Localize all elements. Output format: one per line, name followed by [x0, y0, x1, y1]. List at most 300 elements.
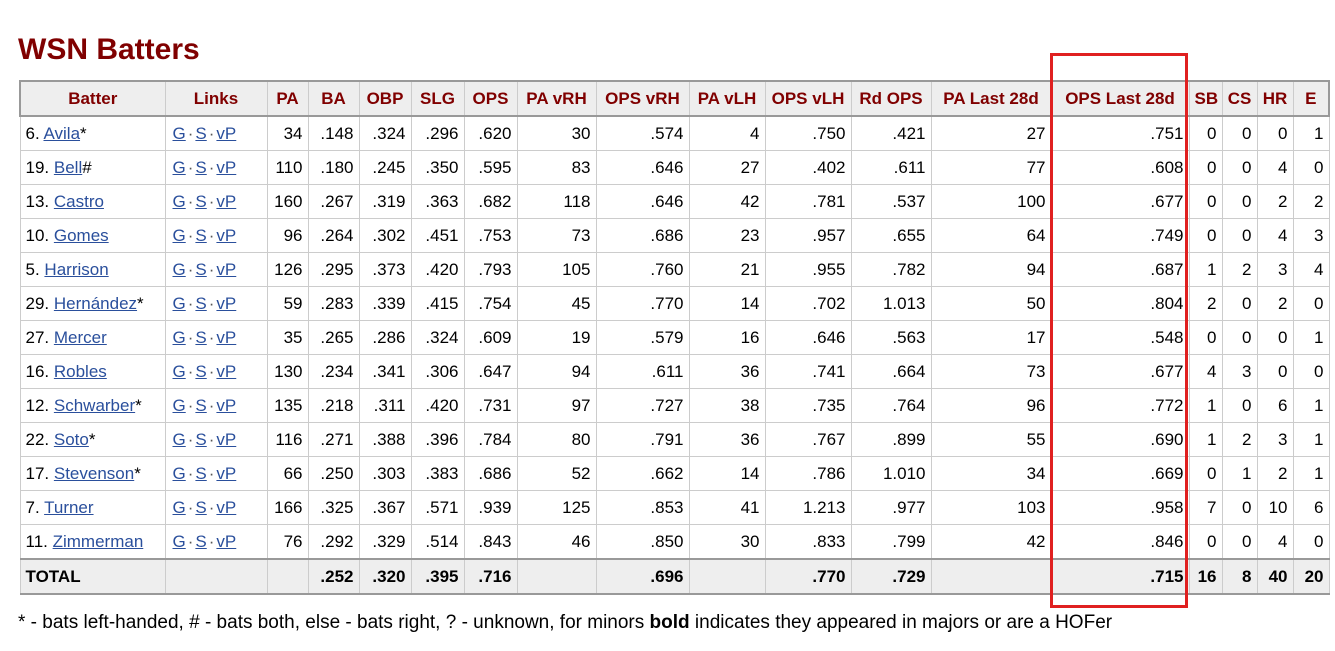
column-header-ops-vrh[interactable]: OPS vRH: [596, 81, 689, 116]
stat-cell-pa: 126: [267, 253, 308, 287]
stat-cell-e: 1: [1293, 389, 1329, 423]
table-row: [20, 423, 1329, 457]
vs-pitcher-link[interactable]: vP: [216, 429, 237, 449]
batter-hand-marker: *: [88, 429, 96, 449]
stat-cell-ba: .295: [308, 253, 359, 287]
stat-cell-obp: .324: [359, 116, 411, 151]
stat-cell-rd-ops: .664: [851, 355, 931, 389]
game-log-link[interactable]: G: [172, 463, 186, 483]
splits-link[interactable]: S: [195, 225, 207, 245]
stat-cell-pa: 166: [267, 491, 308, 525]
links-cell: [165, 253, 267, 287]
batter-number: 11.: [25, 531, 48, 551]
stat-cell-ops-last-28d: .669: [1051, 457, 1189, 491]
stat-cell-cs: 0: [1222, 151, 1257, 185]
stat-cell-pa: 66: [267, 457, 308, 491]
column-header-links[interactable]: Links: [165, 81, 267, 116]
stat-cell-pa-vrh: 52: [517, 457, 596, 491]
stat-cell-ba: .218: [308, 389, 359, 423]
splits-link[interactable]: S: [195, 497, 207, 517]
column-header-ba[interactable]: BA: [308, 81, 359, 116]
stat-cell-pa-last-28d: 34: [931, 457, 1051, 491]
batter-cell: [20, 287, 165, 321]
stat-cell-obp: .367: [359, 491, 411, 525]
table-row: [20, 185, 1329, 219]
stat-cell-pa-last-28d: 27: [931, 116, 1051, 151]
stat-cell-cs: 2: [1222, 423, 1257, 457]
link-separator: ·: [187, 327, 194, 347]
stat-cell-slg: .324: [411, 321, 464, 355]
game-log-link[interactable]: G: [172, 327, 186, 347]
stat-cell-pa-vrh: 19: [517, 321, 596, 355]
stat-cell-slg: .383: [411, 457, 464, 491]
total-cell-ops-vrh: .696: [596, 559, 689, 594]
stat-cell-pa-vrh: 30: [517, 116, 596, 151]
stat-cell-obp: .388: [359, 423, 411, 457]
stat-cell-cs: 0: [1222, 389, 1257, 423]
game-log-link[interactable]: G: [172, 293, 186, 313]
stat-cell-hr: 10: [1257, 491, 1293, 525]
stat-cell-sb: 1: [1189, 389, 1222, 423]
links-cell: [165, 321, 267, 355]
game-log-link[interactable]: G: [172, 191, 186, 211]
stat-cell-pa-vrh: 80: [517, 423, 596, 457]
batter-cell: [20, 151, 165, 185]
link-separator: ·: [187, 225, 194, 245]
batter-name-link[interactable]: Castro: [53, 191, 104, 211]
stat-cell-hr: 2: [1257, 457, 1293, 491]
stat-cell-hr: 3: [1257, 253, 1293, 287]
stat-cell-ops-vlh: .786: [765, 457, 851, 491]
stat-cell-slg: .420: [411, 389, 464, 423]
total-cell-ops-vlh: .770: [765, 559, 851, 594]
stat-cell-ops-vlh: .957: [765, 219, 851, 253]
stat-cell-slg: .415: [411, 287, 464, 321]
batter-number: 7.: [25, 497, 40, 517]
stat-cell-pa-vlh: 4: [689, 116, 765, 151]
links-cell: [165, 116, 267, 151]
stat-cell-pa-vlh: 21: [689, 253, 765, 287]
column-header-pa-vrh[interactable]: PA vRH: [517, 81, 596, 116]
stat-cell-rd-ops: .799: [851, 525, 931, 560]
batter-name-link[interactable]: Harrison: [44, 259, 109, 279]
batter-number: 16.: [25, 361, 50, 381]
game-log-link[interactable]: G: [172, 361, 186, 381]
link-separator: ·: [208, 293, 215, 313]
total-cell-ops: .716: [464, 559, 517, 594]
game-log-link[interactable]: G: [172, 123, 186, 143]
column-header-hr[interactable]: HR: [1257, 81, 1293, 116]
vs-pitcher-link[interactable]: vP: [216, 327, 237, 347]
batter-number: 17.: [25, 463, 50, 483]
stat-cell-ops: .647: [464, 355, 517, 389]
stat-cell-pa-vrh: 125: [517, 491, 596, 525]
total-cell-pa: [267, 559, 308, 594]
game-log-link[interactable]: G: [172, 157, 186, 177]
splits-link[interactable]: S: [195, 361, 207, 381]
stat-cell-pa-last-28d: 73: [931, 355, 1051, 389]
stat-cell-pa-vlh: 38: [689, 389, 765, 423]
total-cell-obp: .320: [359, 559, 411, 594]
stat-cell-sb: 4: [1189, 355, 1222, 389]
batter-name-link[interactable]: Hernández: [53, 293, 138, 313]
vs-pitcher-link[interactable]: vP: [216, 157, 237, 177]
stat-cell-pa-last-28d: 17: [931, 321, 1051, 355]
stat-cell-ops-vrh: .579: [596, 321, 689, 355]
batters-table: [19, 80, 1330, 595]
stat-cell-slg: .514: [411, 525, 464, 560]
total-cell-hr: 40: [1257, 559, 1293, 594]
total-cell-slg: .395: [411, 559, 464, 594]
batter-number: 12.: [25, 395, 50, 415]
stat-cell-slg: .396: [411, 423, 464, 457]
stat-cell-ops-last-28d: .772: [1051, 389, 1189, 423]
stat-cell-sb: 0: [1189, 185, 1222, 219]
link-separator: ·: [208, 191, 215, 211]
stat-cell-ops-last-28d: .687: [1051, 253, 1189, 287]
stat-cell-slg: .350: [411, 151, 464, 185]
stat-cell-cs: 0: [1222, 321, 1257, 355]
stat-cell-sb: 0: [1189, 457, 1222, 491]
stat-cell-ops-last-28d: .749: [1051, 219, 1189, 253]
stat-cell-pa: 76: [267, 525, 308, 560]
game-log-link[interactable]: G: [172, 225, 186, 245]
table-row: [20, 355, 1329, 389]
stat-cell-ops-vlh: .750: [765, 116, 851, 151]
batter-cell: [20, 491, 165, 525]
stat-cell-cs: 3: [1222, 355, 1257, 389]
stat-cell-ba: .148: [308, 116, 359, 151]
stat-cell-ops-last-28d: .846: [1051, 525, 1189, 560]
total-label: TOTAL: [20, 559, 165, 594]
batter-number: 19.: [25, 157, 50, 177]
column-header-pa-vlh[interactable]: PA vLH: [689, 81, 765, 116]
stat-cell-obp: .329: [359, 525, 411, 560]
stat-cell-ops-vrh: .646: [596, 185, 689, 219]
vs-pitcher-link[interactable]: vP: [216, 259, 237, 279]
stat-cell-cs: 0: [1222, 525, 1257, 560]
column-header-ops-last-28d[interactable]: OPS Last 28d: [1051, 81, 1189, 116]
column-header-pa[interactable]: PA: [267, 81, 308, 116]
stat-cell-pa-vrh: 97: [517, 389, 596, 423]
batter-number: 13.: [25, 191, 50, 211]
stat-cell-hr: 6: [1257, 389, 1293, 423]
total-cell-pa-vlh: [689, 559, 765, 594]
stat-cell-rd-ops: .537: [851, 185, 931, 219]
stat-cell-ops-last-28d: .804: [1051, 287, 1189, 321]
footnote-before: * - bats left-handed, # - bats both, else - bats right, ? - unknown, for minors: [18, 612, 650, 633]
total-cell-pa-last-28d: [931, 559, 1051, 594]
stat-cell-e: 6: [1293, 491, 1329, 525]
stat-cell-ops-vlh: .735: [765, 389, 851, 423]
batter-name-link[interactable]: Gomes: [53, 225, 109, 245]
vs-pitcher-link[interactable]: vP: [216, 191, 237, 211]
stat-cell-ops-last-28d: .677: [1051, 355, 1189, 389]
splits-link[interactable]: S: [195, 429, 207, 449]
stat-cell-cs: 0: [1222, 185, 1257, 219]
stat-cell-pa: 59: [267, 287, 308, 321]
links-cell: [165, 219, 267, 253]
column-header-batter[interactable]: Batter: [20, 81, 165, 116]
vs-pitcher-link[interactable]: vP: [216, 361, 237, 381]
batter-name-link[interactable]: Mercer: [53, 327, 107, 347]
stat-cell-ops: .793: [464, 253, 517, 287]
batter-hand-marker: *: [135, 395, 142, 415]
stat-cell-hr: 0: [1257, 321, 1293, 355]
stat-cell-ops-vrh: .662: [596, 457, 689, 491]
stat-cell-pa-vrh: 105: [517, 253, 596, 287]
game-log-link[interactable]: G: [172, 395, 186, 415]
links-cell: [165, 491, 267, 525]
stat-cell-pa-last-28d: 103: [931, 491, 1051, 525]
stat-cell-ops-vlh: .955: [765, 253, 851, 287]
column-header-rd-ops[interactable]: Rd OPS: [851, 81, 931, 116]
link-separator: ·: [208, 225, 215, 245]
stat-cell-ops-last-28d: .677: [1051, 185, 1189, 219]
stat-cell-pa-vrh: 118: [517, 185, 596, 219]
batter-name-link[interactable]: Bell: [53, 157, 83, 177]
links-cell: [165, 287, 267, 321]
splits-link[interactable]: S: [195, 395, 207, 415]
stat-cell-pa-last-28d: 94: [931, 253, 1051, 287]
table-row: [20, 253, 1329, 287]
stat-cell-obp: .311: [359, 389, 411, 423]
vs-pitcher-link[interactable]: vP: [216, 225, 237, 245]
page-title: WSN Batters: [18, 33, 200, 66]
stat-cell-pa-vlh: 41: [689, 491, 765, 525]
stat-cell-cs: 0: [1222, 116, 1257, 151]
stat-cell-ops-vlh: 1.213: [765, 491, 851, 525]
stat-cell-e: 0: [1293, 151, 1329, 185]
link-separator: ·: [187, 259, 194, 279]
stat-cell-ba: .265: [308, 321, 359, 355]
stat-cell-ba: .292: [308, 525, 359, 560]
stat-cell-rd-ops: .655: [851, 219, 931, 253]
total-cell-ba: .252: [308, 559, 359, 594]
total-cell-cs: 8: [1222, 559, 1257, 594]
batter-hand-marker: #: [82, 157, 92, 177]
batter-cell: [20, 219, 165, 253]
stat-cell-pa-last-28d: 77: [931, 151, 1051, 185]
stat-cell-hr: 2: [1257, 185, 1293, 219]
stat-cell-ops: .731: [464, 389, 517, 423]
table-row: [20, 219, 1329, 253]
stat-cell-e: 1: [1293, 321, 1329, 355]
vs-pitcher-link[interactable]: vP: [216, 395, 237, 415]
links-cell: [165, 457, 267, 491]
link-separator: ·: [187, 293, 194, 313]
link-separator: ·: [187, 429, 194, 449]
stat-cell-sb: 0: [1189, 151, 1222, 185]
batter-name-link[interactable]: Zimmerman: [52, 531, 144, 551]
splits-link[interactable]: S: [195, 463, 207, 483]
total-row: [20, 559, 1329, 594]
stat-cell-slg: .420: [411, 253, 464, 287]
stat-cell-ops-vlh: .402: [765, 151, 851, 185]
stat-cell-obp: .302: [359, 219, 411, 253]
stat-cell-sb: 1: [1189, 253, 1222, 287]
stat-cell-ba: .234: [308, 355, 359, 389]
table-row: [20, 491, 1329, 525]
vs-pitcher-link[interactable]: vP: [216, 531, 237, 551]
stat-cell-pa-last-28d: 96: [931, 389, 1051, 423]
batter-name-link[interactable]: Robles: [53, 361, 107, 381]
splits-link[interactable]: S: [195, 123, 207, 143]
stat-cell-rd-ops: .611: [851, 151, 931, 185]
batter-cell: [20, 389, 165, 423]
batter-number: 29.: [25, 293, 50, 313]
batter-name-link[interactable]: Avila: [43, 123, 81, 143]
batter-hand-marker: *: [134, 463, 141, 483]
batter-number: 27.: [25, 327, 50, 347]
stat-cell-pa-vlh: 30: [689, 525, 765, 560]
splits-link[interactable]: S: [195, 157, 207, 177]
column-header-sb[interactable]: SB: [1189, 81, 1222, 116]
stat-cell-rd-ops: .782: [851, 253, 931, 287]
splits-link[interactable]: S: [195, 327, 207, 347]
link-separator: ·: [208, 361, 215, 381]
splits-link[interactable]: S: [195, 531, 207, 551]
stat-cell-ops-vrh: .791: [596, 423, 689, 457]
stat-cell-slg: .451: [411, 219, 464, 253]
batter-number: 6.: [25, 123, 40, 143]
column-header-obp[interactable]: OBP: [359, 81, 411, 116]
vs-pitcher-link[interactable]: vP: [216, 293, 237, 313]
stat-cell-cs: 0: [1222, 287, 1257, 321]
column-header-cs[interactable]: CS: [1222, 81, 1257, 116]
batter-name-link[interactable]: Soto: [53, 429, 89, 449]
stat-cell-slg: .571: [411, 491, 464, 525]
footnote: [18, 612, 1112, 634]
column-header-pa-last-28d[interactable]: PA Last 28d: [931, 81, 1051, 116]
stat-cell-ops-vlh: .702: [765, 287, 851, 321]
batter-hand-marker: *: [80, 123, 87, 143]
link-separator: ·: [208, 429, 215, 449]
column-header-e[interactable]: E: [1293, 81, 1329, 116]
stat-cell-pa-vrh: 45: [517, 287, 596, 321]
splits-link[interactable]: S: [195, 293, 207, 313]
vs-pitcher-link[interactable]: vP: [216, 123, 237, 143]
batter-name-link[interactable]: Schwarber: [53, 395, 136, 415]
vs-pitcher-link[interactable]: vP: [216, 463, 237, 483]
stat-cell-hr: 4: [1257, 151, 1293, 185]
stat-cell-obp: .286: [359, 321, 411, 355]
game-log-link[interactable]: G: [172, 497, 186, 517]
stat-cell-ops-vrh: .574: [596, 116, 689, 151]
stat-cell-sb: 0: [1189, 219, 1222, 253]
stat-cell-e: 4: [1293, 253, 1329, 287]
vs-pitcher-link[interactable]: vP: [216, 497, 237, 517]
stat-cell-ba: .271: [308, 423, 359, 457]
splits-link[interactable]: S: [195, 191, 207, 211]
batter-cell: [20, 355, 165, 389]
stat-cell-ba: .283: [308, 287, 359, 321]
total-cell-pa-vrh: [517, 559, 596, 594]
stat-cell-obp: .341: [359, 355, 411, 389]
stat-cell-hr: 0: [1257, 116, 1293, 151]
batter-name-link[interactable]: Stevenson: [53, 463, 135, 483]
total-cell-sb: 16: [1189, 559, 1222, 594]
total-links-empty: [165, 559, 267, 594]
stat-cell-ops-vrh: .611: [596, 355, 689, 389]
stat-cell-rd-ops: .977: [851, 491, 931, 525]
stat-cell-pa: 110: [267, 151, 308, 185]
total-cell-rd-ops: .729: [851, 559, 931, 594]
stat-cell-ops-vlh: .741: [765, 355, 851, 389]
game-log-link[interactable]: G: [172, 429, 186, 449]
stat-cell-pa-last-28d: 100: [931, 185, 1051, 219]
stat-cell-obp: .319: [359, 185, 411, 219]
column-header-slg[interactable]: SLG: [411, 81, 464, 116]
link-separator: ·: [187, 361, 194, 381]
stat-cell-ops: .939: [464, 491, 517, 525]
stat-cell-pa-vlh: 14: [689, 457, 765, 491]
link-separator: ·: [187, 123, 194, 143]
table-body: [20, 116, 1329, 594]
header-row: [20, 81, 1329, 116]
links-cell: [165, 185, 267, 219]
game-log-link[interactable]: G: [172, 531, 186, 551]
stat-cell-e: 1: [1293, 116, 1329, 151]
stat-cell-pa-vrh: 73: [517, 219, 596, 253]
stat-cell-obp: .339: [359, 287, 411, 321]
table-row: [20, 116, 1329, 151]
batter-name-link[interactable]: Turner: [44, 497, 94, 517]
stat-cell-rd-ops: 1.010: [851, 457, 931, 491]
stat-cell-cs: 0: [1222, 491, 1257, 525]
stat-cell-ops: .686: [464, 457, 517, 491]
link-separator: ·: [208, 327, 215, 347]
stat-cell-hr: 3: [1257, 423, 1293, 457]
table-row: [20, 151, 1329, 185]
game-log-link[interactable]: G: [172, 259, 186, 279]
stat-cell-sb: 2: [1189, 287, 1222, 321]
stat-cell-slg: .363: [411, 185, 464, 219]
stat-cell-ops-vrh: .770: [596, 287, 689, 321]
stat-cell-rd-ops: .421: [851, 116, 931, 151]
stat-cell-pa-vlh: 23: [689, 219, 765, 253]
stat-cell-sb: 0: [1189, 321, 1222, 355]
batter-number: 22.: [25, 429, 50, 449]
stat-cell-sb: 7: [1189, 491, 1222, 525]
table-row: [20, 525, 1329, 560]
stat-cell-ba: .325: [308, 491, 359, 525]
stat-cell-pa-last-28d: 42: [931, 525, 1051, 560]
stat-cell-ops-vlh: .767: [765, 423, 851, 457]
stat-cell-e: 1: [1293, 457, 1329, 491]
stat-cell-pa: 130: [267, 355, 308, 389]
stat-cell-ops: .682: [464, 185, 517, 219]
link-separator: ·: [208, 123, 215, 143]
column-header-ops-vlh[interactable]: OPS vLH: [765, 81, 851, 116]
stat-cell-ops-vlh: .781: [765, 185, 851, 219]
stat-cell-pa-vrh: 83: [517, 151, 596, 185]
splits-link[interactable]: S: [195, 259, 207, 279]
stat-cell-obp: .373: [359, 253, 411, 287]
links-cell: [165, 525, 267, 560]
column-header-ops[interactable]: OPS: [464, 81, 517, 116]
stat-cell-ops-vrh: .853: [596, 491, 689, 525]
stat-cell-ops: .620: [464, 116, 517, 151]
stat-cell-pa: 116: [267, 423, 308, 457]
batter-cell: [20, 185, 165, 219]
total-cell-e: 20: [1293, 559, 1329, 594]
stat-cell-ops: .843: [464, 525, 517, 560]
link-separator: ·: [208, 157, 215, 177]
stat-cell-ops-last-28d: .548: [1051, 321, 1189, 355]
link-separator: ·: [187, 531, 194, 551]
link-separator: ·: [187, 395, 194, 415]
